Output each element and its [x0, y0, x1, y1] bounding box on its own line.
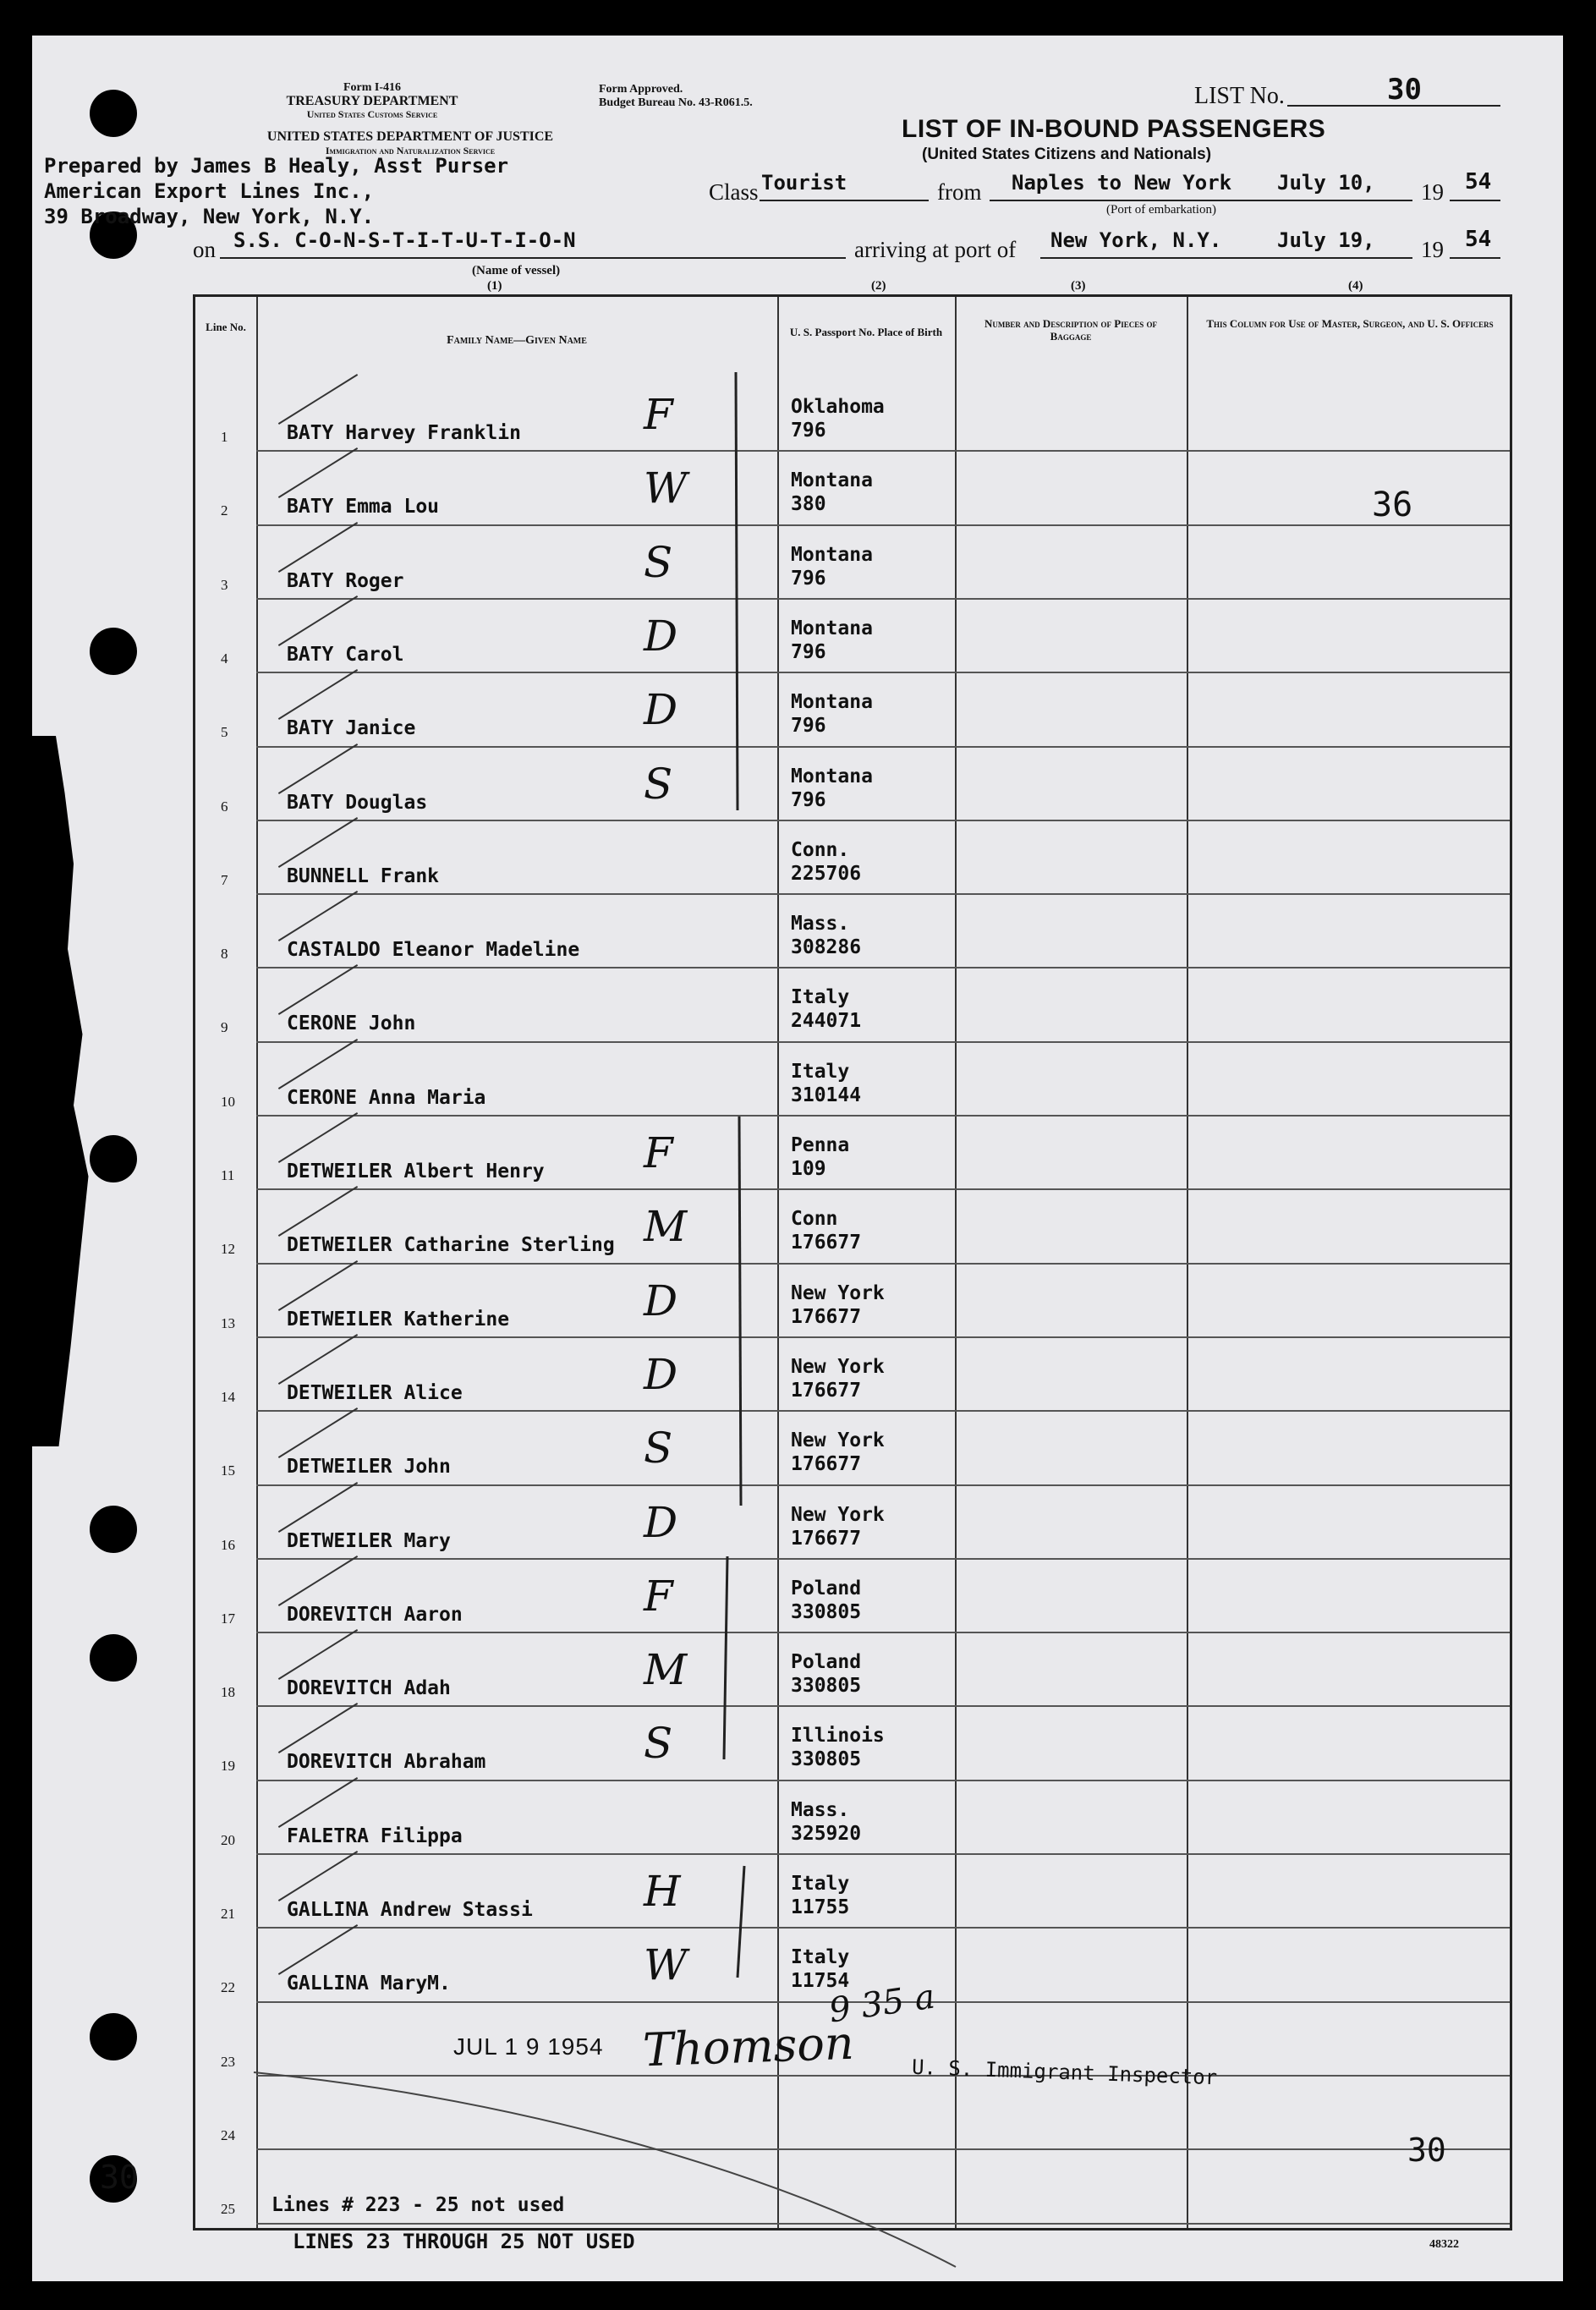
line-number: 13	[221, 1314, 235, 1331]
passport-number: 310144	[791, 1084, 862, 1106]
line-number: 4	[221, 650, 228, 667]
line-number: 23	[221, 2053, 235, 2070]
passenger-name: BATY Emma Lou	[287, 496, 440, 519]
header-name: Family Name—Given Name	[447, 334, 587, 347]
passenger-name: DETWEILER Catharine Sterling	[287, 1234, 615, 1257]
class-value: Tourist	[761, 171, 847, 195]
arriving-year: 54	[1465, 227, 1492, 252]
line-number: 6	[221, 798, 228, 815]
place-of-birth: Montana	[791, 691, 873, 714]
line-number: 5	[221, 724, 228, 741]
line-number: 19	[221, 1758, 235, 1775]
inspector-signature: Thomson	[641, 2016, 855, 2077]
inspector-label: U. S. Immigrant Inspector	[911, 2055, 1218, 2090]
passenger-name: BATY Douglas	[287, 791, 428, 814]
relation-mark: D	[644, 611, 678, 661]
place-of-birth: Conn.	[791, 838, 850, 861]
relation-mark: D	[644, 1276, 678, 1325]
immigration-service: Immigration and Naturalization Service	[325, 145, 496, 156]
vessel-label: (Name of vessel)	[472, 264, 561, 277]
page-title: LIST OF IN-BOUND PASSENGERS	[902, 115, 1326, 143]
line-number: 11	[221, 1167, 235, 1183]
passenger-name: DETWEILER John	[287, 1456, 451, 1479]
line-number: 20	[221, 1831, 235, 1848]
place-of-birth: New York	[791, 1503, 885, 1526]
passport-number: 225706	[791, 862, 862, 885]
port-embark-label: (Port of embarkation)	[1106, 203, 1216, 217]
passport-number: 330805	[791, 1675, 862, 1698]
header-baggage: Number and Description of Pieces of Baggage	[984, 317, 1157, 343]
budget-bureau: Budget Bureau No. 43-R061.5.	[599, 96, 753, 109]
prepared-by-line3: 39 Broadway, New York, N.Y.	[44, 205, 375, 228]
line-number: 9	[221, 1019, 228, 1036]
passenger-name: BATY Janice	[287, 717, 416, 740]
place-of-birth: New York	[791, 1281, 885, 1304]
from-year: 54	[1465, 169, 1492, 195]
arriving-year-prefix: 19	[1421, 237, 1444, 262]
relation-mark: W	[644, 1940, 688, 1990]
passport-number: 325920	[791, 1822, 862, 1845]
from-date: July 10,	[1277, 171, 1375, 195]
relation-mark: H	[644, 1867, 681, 1916]
relation-mark: S	[644, 1719, 673, 1769]
col-number-3: (3)	[1071, 279, 1086, 293]
passport-number: 176677	[791, 1527, 862, 1550]
place-of-birth: Italy	[791, 1946, 850, 1969]
footer-note: LINES 23 THROUGH 25 NOT USED	[293, 2230, 635, 2253]
arriving-date: July 19,	[1277, 228, 1375, 252]
passport-number: 176677	[791, 1232, 862, 1254]
passenger-name: DOREVITCH Abraham	[287, 1751, 486, 1774]
place-of-birth: Mass.	[791, 1798, 850, 1821]
passenger-name: DOREVITCH Adah	[287, 1677, 451, 1700]
relation-mark: F	[644, 390, 673, 439]
passenger-name: DETWEILER Katherine	[287, 1308, 510, 1331]
vessel-name: S.S. C-O-N-S-T-I-T-U-T-I-O-N	[233, 228, 576, 252]
passport-number: 380	[791, 493, 826, 516]
line-number: 24	[221, 2126, 235, 2143]
relation-mark: M	[644, 1645, 688, 1695]
place-of-birth: Italy	[791, 1060, 850, 1083]
passport-number: 330805	[791, 1600, 862, 1623]
col-number-1: (1)	[487, 279, 502, 293]
line-number: 18	[221, 1684, 235, 1701]
place-of-birth: New York	[791, 1355, 885, 1378]
relation-mark: F	[644, 1128, 673, 1177]
arriving-label: arriving at port of	[854, 237, 1017, 262]
header-officers: This Column for Use of Master, Surgeon, and U. S. Officers	[1206, 317, 1494, 330]
place-of-birth: Penna	[791, 1134, 850, 1156]
line-number: 2	[221, 502, 228, 519]
line-number: 12	[221, 1241, 235, 1258]
relation-mark: M	[644, 1202, 688, 1252]
passenger-name: DETWEILER Mary	[287, 1529, 451, 1552]
page-number-left: 30	[100, 2159, 139, 2196]
relation-mark: D	[644, 1497, 678, 1547]
passenger-name: FALETRA Filippa	[287, 1824, 463, 1847]
passenger-name: DOREVITCH Aaron	[287, 1603, 463, 1626]
passenger-name: CERONE Anna Maria	[287, 1086, 486, 1109]
passenger-name: BATY Harvey Franklin	[287, 422, 521, 444]
page-subtitle: (United States Citizens and Nationals)	[922, 145, 1212, 163]
officer-count: 36	[1372, 486, 1413, 524]
passport-number: 796	[791, 567, 826, 590]
header-line-no: Line No.	[206, 321, 246, 333]
passport-number: 244071	[791, 1010, 862, 1033]
passport-number: 796	[791, 715, 826, 738]
line-number: 17	[221, 1610, 235, 1627]
passport-number: 796	[791, 640, 826, 663]
on-label: on	[193, 237, 216, 262]
from-year-prefix: 19	[1421, 179, 1444, 205]
passenger-name: GALLINA MaryM.	[287, 1973, 451, 1995]
passport-number: 176677	[791, 1379, 862, 1402]
col-number-2: (2)	[871, 279, 886, 293]
passport-number: 176677	[791, 1305, 862, 1328]
place-of-birth: Montana	[791, 765, 873, 787]
relation-mark: S	[644, 1424, 673, 1473]
place-of-birth: Poland	[791, 1577, 862, 1599]
place-of-birth: Mass.	[791, 913, 850, 936]
passenger-name: DETWEILER Albert Henry	[287, 1160, 545, 1182]
place-of-birth: Oklahoma	[791, 396, 885, 418]
passport-number: 796	[791, 420, 826, 442]
from-value: Naples to New York	[1012, 171, 1232, 195]
line-number: 25	[221, 2201, 235, 2218]
passport-number: 11754	[791, 1970, 850, 1993]
place-of-birth: New York	[791, 1429, 885, 1452]
line-number: 21	[221, 1906, 235, 1922]
relation-mark: D	[644, 1349, 678, 1399]
footer-code: 48322	[1429, 2238, 1459, 2251]
passport-number: 308286	[791, 936, 862, 959]
customs-service: United States Customs Service	[306, 108, 438, 120]
passport-number: 796	[791, 788, 826, 811]
passenger-name: BUNNELL Frank	[287, 864, 440, 887]
prepared-by-line2: American Export Lines Inc.,	[44, 179, 375, 203]
passenger-name: CERONE John	[287, 1012, 416, 1035]
line-number: 14	[221, 1388, 235, 1405]
from-label: from	[937, 179, 982, 205]
place-of-birth: Italy	[791, 1873, 850, 1895]
list-no-label: LIST No.	[1194, 83, 1285, 109]
line-number: 1	[221, 429, 228, 445]
passenger-name: DETWEILER Alice	[287, 1381, 463, 1404]
form-number: Form I-416	[343, 81, 402, 94]
relation-mark: S	[644, 759, 673, 809]
line-number: 7	[221, 871, 228, 888]
col-number-4: (4)	[1348, 279, 1363, 293]
line-number: 22	[221, 1979, 235, 1996]
place-of-birth: Montana	[791, 469, 873, 492]
arriving-port: New York, N.Y.	[1050, 228, 1222, 252]
relation-mark: D	[644, 685, 678, 735]
justice-dept: UNITED STATES DEPARTMENT OF JUSTICE	[266, 129, 554, 144]
line-number: 15	[221, 1462, 235, 1479]
passport-number: 176677	[791, 1453, 862, 1476]
relation-mark: W	[644, 464, 688, 513]
place-of-birth: Montana	[791, 617, 873, 639]
place-of-birth: Poland	[791, 1651, 862, 1674]
time-note: 9 35 a	[826, 1977, 938, 2031]
passport-number: 11755	[791, 1896, 850, 1918]
passenger-name: GALLINA Andrew Stassi	[287, 1899, 533, 1921]
line-number: 3	[221, 576, 228, 593]
place-of-birth: Montana	[791, 543, 873, 566]
page-number-right: 30	[1407, 2132, 1446, 2169]
line-number: 16	[221, 1536, 235, 1553]
passenger-name: BATY Carol	[287, 643, 404, 666]
passenger-name: CASTALDO Eleanor Madeline	[287, 939, 580, 962]
list-no-value: 30	[1387, 73, 1422, 107]
prepared-by-line1: Prepared by James B Healy, Asst Purser	[44, 154, 509, 178]
place-of-birth: Italy	[791, 986, 850, 1009]
passport-number: 330805	[791, 1748, 862, 1771]
relation-mark: F	[644, 1571, 673, 1621]
passenger-name: Lines # 223 - 25 not used	[271, 2194, 565, 2217]
date-stamp: JUL 1 9 1954	[453, 2033, 604, 2060]
header-passport: U. S. Passport No. Place of Birth	[789, 326, 943, 338]
place-of-birth: Conn	[791, 1208, 838, 1231]
relation-mark: S	[644, 537, 673, 587]
line-number: 10	[221, 1093, 235, 1110]
class-label: Class	[709, 179, 759, 205]
place-of-birth: Illinois	[791, 1725, 885, 1748]
treasury-dept: TREASURY DEPARTMENT	[286, 94, 458, 108]
passport-number: 109	[791, 1158, 826, 1180]
passenger-name: BATY Roger	[287, 569, 404, 592]
line-number: 8	[221, 946, 228, 963]
form-approved: Form Approved.	[599, 83, 683, 96]
